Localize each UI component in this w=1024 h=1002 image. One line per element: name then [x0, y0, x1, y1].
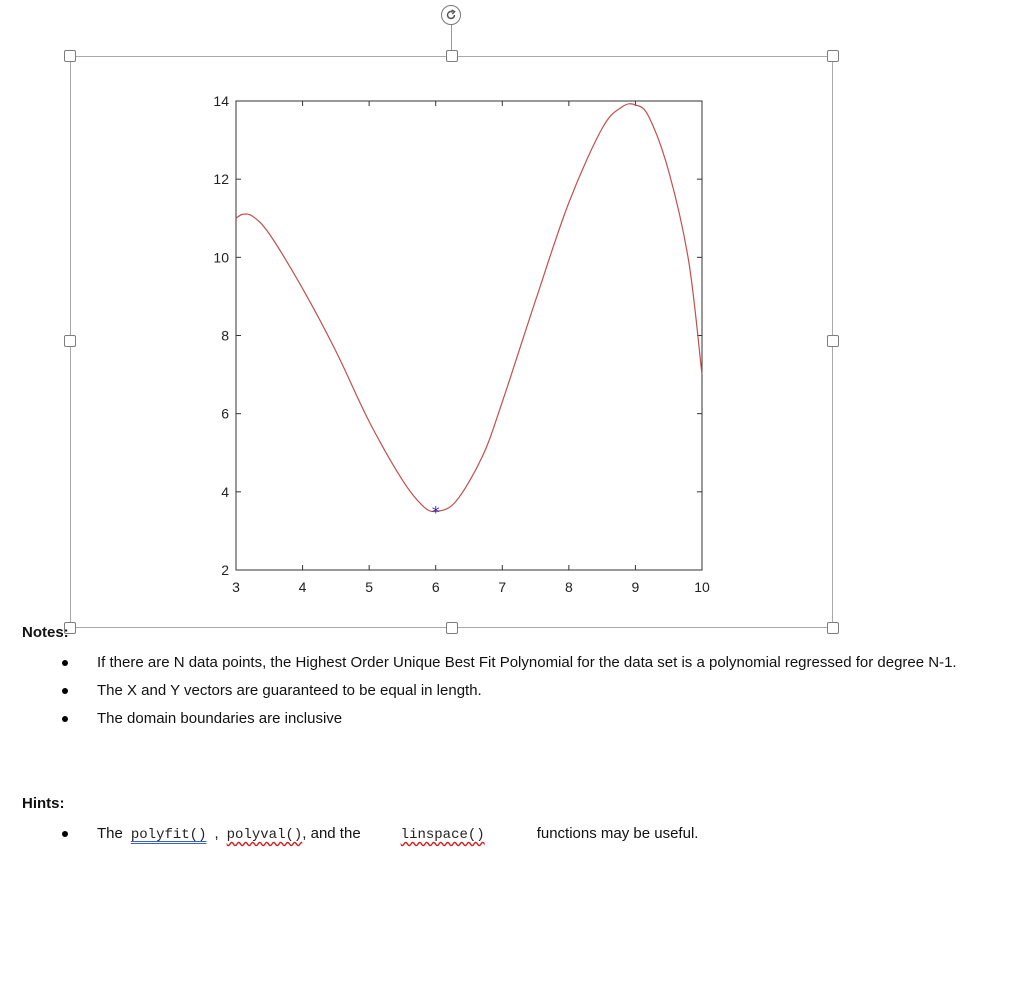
y-tick-label: 6	[221, 405, 229, 422]
x-tick-label: 10	[694, 579, 710, 595]
x-tick-label: 8	[564, 579, 573, 595]
notes-list	[60, 654, 990, 727]
linspace-code: linspace()	[400, 827, 485, 843]
hint-prefix: The	[97, 825, 123, 842]
list-item: The domain boundaries are inclusive	[60, 710, 990, 727]
x-tick-label: 3	[232, 579, 240, 595]
minimum-point-marker: *	[431, 502, 440, 522]
hint-suffix: functions may be useful.	[536, 825, 699, 842]
list-item: The X and Y vectors are guaranteed to be equal in length.	[60, 682, 990, 699]
x-tick-label: 9	[631, 579, 640, 595]
polyval-code: polyval()	[226, 827, 303, 843]
y-tick-label: 4	[221, 483, 229, 500]
hints-heading: Hints:	[22, 795, 65, 812]
list-item	[60, 825, 990, 844]
hint-mid: , and the	[302, 825, 361, 842]
y-tick-label: 14	[213, 93, 229, 109]
polyfit-code: polyfit()	[130, 827, 207, 843]
y-tick-label: 8	[221, 327, 229, 344]
y-tick-label: 2	[221, 562, 229, 578]
x-tick-label: 7	[498, 579, 507, 595]
list-item: If there are N data points, the Highest Order Unique Best Fit Polynomial for the data set is a polynomial regressed for degree N-1.	[60, 654, 990, 671]
hint-separator: ,	[214, 825, 219, 842]
plot-area	[236, 101, 702, 570]
y-tick-label: 10	[213, 249, 229, 266]
x-tick-label: 4	[298, 579, 307, 595]
hints-list	[60, 825, 990, 844]
y-tick-label: 12	[213, 171, 229, 188]
notes-heading: Notes:	[22, 624, 69, 641]
x-tick-label: 6	[431, 579, 440, 595]
x-tick-label: 5	[365, 579, 374, 595]
